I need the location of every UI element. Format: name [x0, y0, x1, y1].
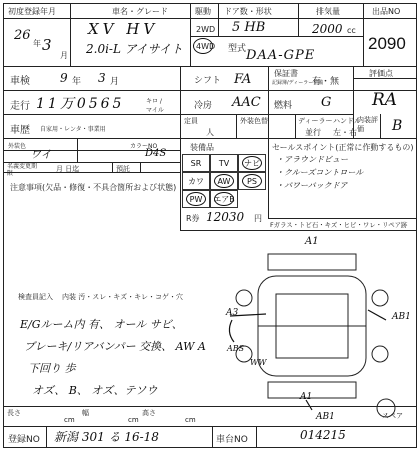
inspector-note: 下回り 歩: [28, 362, 76, 375]
equipment-grid: [182, 154, 266, 208]
drive-label: 駆動: [195, 7, 211, 16]
shaken-label: 車検: [10, 76, 30, 87]
equipment-circle: [214, 192, 234, 206]
recycle-label: 預託: [116, 165, 130, 173]
inspector-note: オズ、 B、 オズ、テソウ: [32, 384, 158, 397]
fuel-value: G: [321, 95, 332, 110]
equipment-label: 装備品: [190, 143, 214, 152]
dealer-label: ディーラー: [298, 117, 333, 125]
equipment-item: PS: [238, 172, 266, 190]
model-label: 型式: [228, 44, 247, 54]
seats-unit: 人: [206, 128, 214, 137]
equipment-item: AW: [210, 172, 238, 190]
name-change-label: 名義変更期限: [7, 163, 38, 177]
reg-no-value: 新潟 301 る 16-18: [54, 430, 159, 444]
shaken-month-unit: 月: [110, 77, 120, 87]
equipment-item: TV: [210, 154, 238, 172]
guarantee-sub: 記録簿/ディーラー整備: [272, 80, 324, 86]
reg-year: 26: [14, 28, 31, 43]
equipment-item: エアB: [210, 190, 238, 208]
diagram-label-a1-bottom: A1: [300, 392, 313, 402]
mileage-label: 走行: [10, 101, 30, 112]
equipment-item: PW: [182, 190, 210, 208]
odometer-unit: 円: [254, 214, 262, 223]
odometer-value: 12030: [206, 210, 245, 224]
displacement-unit: cc: [347, 26, 356, 35]
notes-label: 注意事項(欠品・修復・不具合箇所および状態): [10, 183, 177, 192]
seats-label: 定員: [184, 117, 198, 125]
diagram-label-a3: A3: [226, 308, 239, 318]
shaken-year-unit: 年: [72, 77, 82, 87]
equipment-circle: [186, 192, 206, 206]
grade: 2.0i-L アイサイト: [86, 42, 183, 56]
first-reg-label: 初度登録年月: [8, 7, 56, 16]
doors-value: 5 HB: [232, 20, 266, 35]
odometer-label: R券: [186, 214, 200, 223]
name-change-date: 月 日迄: [56, 165, 80, 173]
lot-number: 2090: [368, 34, 406, 53]
handle-label: ハンドル: [333, 117, 361, 125]
height-unit: cm: [185, 416, 196, 424]
length-unit: cm: [64, 416, 75, 424]
interior-label: 内装評価: [357, 116, 378, 133]
grade-value: RA: [372, 90, 398, 110]
selling-point-item: ・パワーバックドア: [276, 181, 348, 190]
fuel-label: 燃料: [274, 101, 293, 111]
equipment-circle: [242, 156, 262, 170]
equipment-item: カワ: [182, 172, 210, 190]
selling-points-label: セールスポイント(正常に作動するもの): [272, 143, 414, 152]
width-label: 幅: [82, 409, 89, 417]
mileage-unit: キロ / マイル: [146, 98, 164, 114]
reg-month-unit: 月: [60, 51, 68, 60]
diagram-label-ww: WW: [250, 358, 267, 367]
model-grade-label: 車名・グレード: [112, 7, 168, 16]
ac-label: 冷房: [194, 101, 213, 111]
shaken-month: 3: [98, 71, 106, 85]
diagram-label-spare: スペア: [382, 412, 403, 420]
drive-4wd: 4WD: [196, 42, 216, 51]
displacement-label: 排気量: [316, 7, 340, 16]
chassis-value: 014215: [300, 428, 346, 442]
length-label: 長さ: [7, 409, 21, 417]
color-code: D4S: [145, 148, 167, 159]
equipment-item: ナビ: [238, 154, 266, 172]
inspector-note: E/Gルーム内 有、 オール サビ、: [20, 318, 183, 331]
shift-label: シフト: [194, 76, 222, 86]
width-unit: cm: [128, 416, 139, 424]
reg-no-label: 登録NO: [8, 435, 40, 445]
reg-year-unit: 年: [33, 39, 41, 48]
inspector-note: ブレーキ/リアバンパー 交換、 AW A: [24, 340, 206, 353]
diagram-label-a1-top: A1: [305, 236, 319, 247]
diagram-label-abs: ABS: [227, 344, 245, 353]
shaken-year: 9: [60, 71, 68, 85]
reg-month: 3: [42, 36, 52, 54]
selling-point-item: ・クルーズコントロール: [276, 168, 364, 177]
chassis-label: 車台NO: [216, 435, 248, 445]
color-label: 外装色: [8, 143, 27, 150]
equipment-circle: [214, 174, 234, 188]
drive-circle: [193, 38, 216, 54]
selling-bottom-row: Fガラス・トビ石・キズ・ヒビ・ワレ・リペア跡: [270, 221, 408, 229]
displacement-value: 2000: [312, 22, 343, 36]
equipment-circle: [242, 174, 262, 188]
shift-value: FA: [234, 72, 252, 87]
diagram-label-ab1-bottom: AB1: [316, 412, 335, 422]
drive-2wd: 2WD: [196, 25, 216, 34]
exterior-color-change-label: 外装色替: [240, 117, 268, 125]
guarantee-value: 有・無: [312, 77, 340, 87]
selling-point-item: ・アラウンドビュー: [276, 155, 348, 164]
color-no-label: カラーNO: [130, 143, 158, 150]
car-diagram: [220, 232, 416, 422]
grade-label: 評価点: [369, 69, 393, 78]
car-name: XV HV: [88, 20, 159, 38]
interior-value: B: [392, 118, 403, 134]
inspector-label: 検査員記入: [18, 293, 53, 301]
dealer-value: 並行: [305, 128, 321, 137]
lot-label: 出品NO: [372, 7, 401, 16]
mileage-value: 11万0565: [36, 96, 125, 112]
doors-label: ドア数・形状: [224, 7, 272, 16]
guarantee-label: 保証書: [274, 69, 298, 78]
color-value: ワイ: [30, 148, 52, 161]
diagram-label-ab1-right: AB1: [392, 312, 411, 322]
history-options: 自家用・レンタ・事業用: [40, 126, 106, 133]
height-label: 高さ: [142, 409, 156, 417]
equipment-item: SR: [182, 154, 210, 172]
inspector-tags: 内装 汚・スレ・キズ・キレ・コゲ・穴: [62, 293, 184, 301]
model-code: DAA-GPE: [246, 48, 316, 63]
ac-value: AAC: [232, 95, 261, 110]
handle-value: 左・右: [333, 128, 357, 137]
history-label: 車歴: [10, 125, 30, 136]
